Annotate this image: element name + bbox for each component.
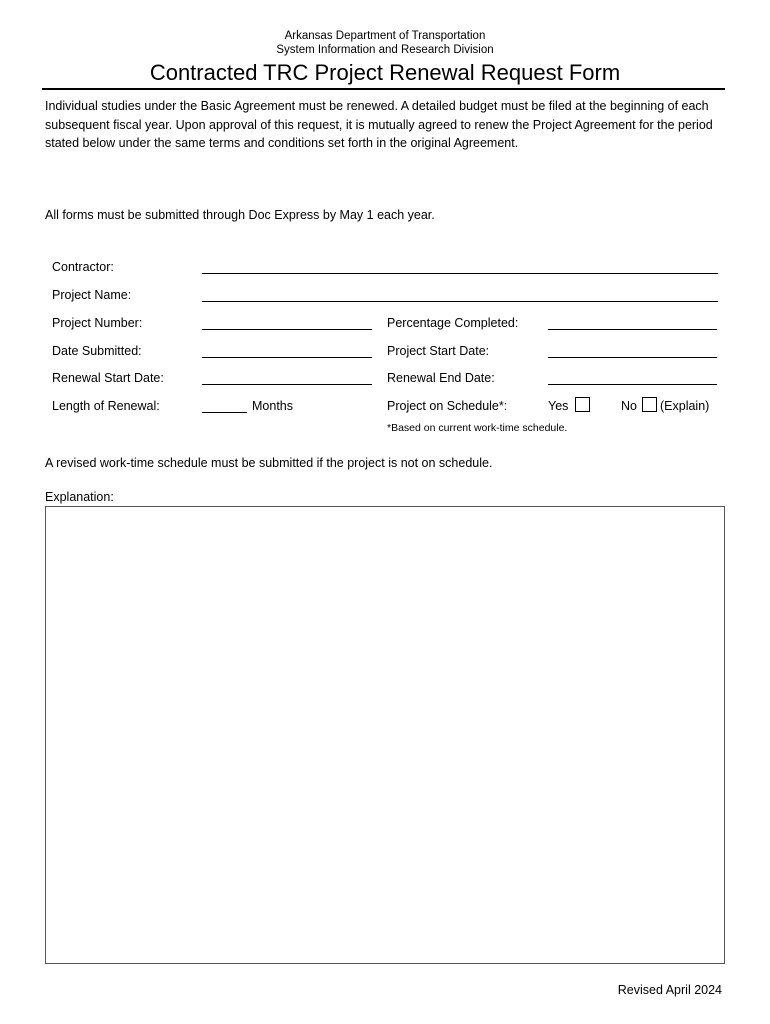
explanation-textbox[interactable] [45, 506, 725, 964]
project-on-schedule-label: Project on Schedule*: [387, 399, 508, 413]
division-name: System Information and Research Division [276, 44, 494, 56]
project-number-label: Project Number: [52, 316, 143, 330]
renewal-end-date-label: Renewal End Date: [387, 371, 495, 385]
renewal-end-date-field[interactable] [548, 384, 717, 385]
project-name-field[interactable] [202, 301, 718, 302]
date-submitted-label: Date Submitted: [52, 344, 142, 358]
percentage-completed-label: Percentage Completed: [387, 316, 519, 330]
renewal-start-date-label: Renewal Start Date: [52, 371, 164, 385]
no-checkbox[interactable] [642, 397, 657, 412]
intro-paragraph: Individual studies under the Basic Agreement must be renewed. A detailed budget must be filed at the beginning of each subsequent fiscal year. Upon approval of this request, it is mutually agreed to renew the Project Agreement for the period stated below under the same terms and conditions set forth in the original Agreement. [45, 99, 713, 150]
submission-note: All forms must be submitted through Doc Express by May 1 each year. [45, 208, 435, 222]
explain-label: (Explain) [660, 399, 710, 413]
title-rule [42, 88, 725, 90]
yes-label: Yes [548, 399, 569, 413]
yes-checkbox[interactable] [575, 397, 590, 412]
revised-schedule-note: A revised work-time schedule must be submitted if the project is not on schedule. [45, 456, 493, 470]
form-title: Contracted TRC Project Renewal Request Form [149, 60, 621, 85]
percentage-completed-field[interactable] [548, 329, 717, 330]
project-start-date-label: Project Start Date: [387, 344, 490, 358]
renewal-start-date-field[interactable] [202, 384, 372, 385]
length-of-renewal-field[interactable] [202, 412, 247, 413]
project-number-field[interactable] [202, 329, 372, 330]
revision-date: Revised April 2024 [617, 983, 722, 997]
no-label: No [621, 399, 637, 413]
project-start-date-field[interactable] [548, 357, 717, 358]
date-submitted-field[interactable] [202, 357, 372, 358]
months-unit-label: Months [252, 399, 293, 413]
project-name-label: Project Name: [52, 288, 132, 302]
length-of-renewal-label: Length of Renewal: [52, 399, 160, 413]
agency-name: Arkansas Department of Transportation [284, 30, 486, 42]
contractor-field[interactable] [202, 273, 718, 274]
contractor-label: Contractor: [52, 260, 114, 274]
explanation-label: Explanation: [45, 490, 114, 504]
schedule-footnote: *Based on current work-time schedule. [387, 422, 568, 434]
